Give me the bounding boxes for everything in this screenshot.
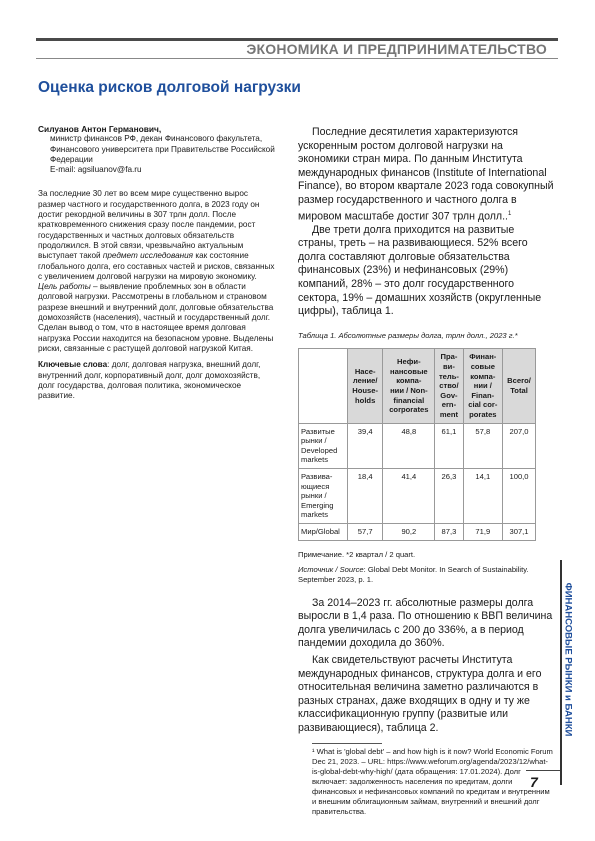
table-header-line: Всего/ — [507, 376, 531, 386]
table-header-line: financial — [393, 395, 425, 405]
page-number: 7 — [530, 774, 538, 790]
table-row-header-line: рынки / — [301, 491, 327, 501]
table-header-line: тель- — [438, 371, 459, 381]
table-cell: 57,8 — [463, 423, 503, 468]
table-cell: 26,3 — [435, 468, 463, 523]
table-row-header-line: рынки / — [301, 436, 327, 446]
journal-name: ФИНАНСОВЫЕ РЫНКИ и БАНКИ — [562, 582, 574, 737]
table-cell: 41,4 — [383, 468, 435, 523]
table-row-header-line: Развитые — [301, 426, 335, 436]
debt-table — [298, 348, 536, 540]
table-cell: 61,1 — [435, 423, 463, 468]
table-header-line: Финан- — [469, 352, 497, 362]
left-column — [38, 124, 276, 401]
table-row-header-line: Developed — [301, 445, 338, 455]
abstract-text-2: как состояние глобального долга, его составных частей и рисков, связанных с увеличением долговой нагрузки на мировую экономику. — [38, 251, 275, 281]
table-header-line: ление/ — [352, 376, 378, 386]
footnote-rule — [312, 743, 382, 744]
table-cell: 87,3 — [435, 523, 463, 540]
table-header-cell — [503, 349, 536, 423]
table-caption: Таблица 1. Абсолютные размеры долга, трлн долл., 2023 г.* — [298, 330, 518, 340]
table-header-cell — [435, 349, 463, 423]
footnote: ¹ What is 'global debt' – and how high is it now? World Economic Forum Dec 21, 2023. – URL: https://www.weforum.org/agenda/2023/12/what-is-global-debt-why-high/ (дата обращения: 17.01.2024). Долг включает: задолженность населения по кредитам, долги финансовых и нефинансовых компаний по кредитам и внутренним и внешним облигационным займам, внутренний и внешний долг правительства. — [312, 747, 553, 817]
table-header-line: Total — [510, 386, 528, 396]
table-cell: 207,0 — [503, 423, 536, 468]
abstract-subject-label: предмет исследования — [102, 251, 194, 261]
table-source — [298, 565, 555, 585]
header-rule-bottom — [36, 58, 558, 59]
table-header-line: компа- — [396, 376, 422, 386]
author-affiliation: министр финансов РФ, декан Финансового факультета, Финансового университета при Правительстве Российской Федерации — [50, 134, 275, 164]
table-row-header-line: Emerging — [301, 500, 334, 510]
table-header-line: porates — [469, 410, 497, 419]
table-header-line: нии / Non- — [390, 386, 428, 396]
table-header-line: Нефи- — [397, 357, 421, 367]
table-source-label: Источник / Source — [298, 564, 364, 574]
table-header-line: компа- — [470, 371, 496, 381]
table-header-row — [299, 349, 536, 423]
abstract — [38, 189, 276, 354]
table-header-cell — [463, 349, 503, 423]
section-header: ЭКОНОМИКА И ПРЕДПРИНИМАТЕЛЬСТВО — [246, 41, 547, 57]
table-row-header-line: Мир/Global — [301, 526, 340, 536]
table-corner-cell — [299, 349, 348, 423]
table-header-line: Finan- — [471, 390, 495, 400]
table-header-line: Пра- — [440, 352, 458, 362]
table-cell: 39,4 — [348, 423, 383, 468]
table-row-header-line: markets — [301, 510, 329, 520]
table-cell: 90,2 — [383, 523, 435, 540]
table-cell: 71,9 — [463, 523, 503, 540]
body-paragraph-4: Как свидетельствуют расчеты Института международных финансов, структура долга и его относительная величина заметно различаются в разных странах, даже входящих в одну и ту же классификационную группу (развитые или развивающиеся), таблица 2. — [298, 653, 542, 734]
table-header-line: House- — [352, 386, 379, 396]
table-header-line: holds — [355, 395, 376, 405]
table-header-line: Gov- — [440, 390, 458, 400]
table-header-line: Насе- — [354, 366, 376, 376]
table-cell: 18,4 — [348, 468, 383, 523]
table-source-text: : Global Debt Monitor. In Search of Sustainability. September 2023, p. 1. — [298, 564, 529, 584]
table-row-header — [299, 423, 348, 468]
table-cell: 100,0 — [503, 468, 536, 523]
table-header-line: ment — [439, 410, 459, 419]
author-name: Силуанов Антон Германович, — [38, 124, 162, 134]
table-row — [299, 423, 536, 468]
table-header-line: нии / — [473, 381, 492, 391]
table-row-header-line: ющиеся — [301, 481, 330, 491]
journal-sidebar — [562, 560, 574, 760]
table-header-line: ern- — [441, 400, 457, 410]
table-cell: 14,1 — [463, 468, 503, 523]
page-number-rule — [526, 770, 560, 771]
footnote-ref: 1 — [508, 210, 512, 217]
table-header-line: нансовые — [390, 366, 428, 376]
table-row — [299, 523, 536, 540]
table-header-line: совые — [470, 362, 495, 372]
table-cell: 307,1 — [503, 523, 536, 540]
table-row — [299, 468, 536, 523]
keywords — [38, 360, 276, 401]
right-column — [298, 126, 555, 817]
table-row-header — [299, 523, 348, 540]
body-paragraph-3: За 2014–2023 гг. абсолютные размеры долга выросли в 1,4 раза. По отношению к ВВП величина долга увеличилась с 200 до 336%, а в период пандемии доходила до 360%. — [298, 596, 553, 650]
table-row-header-line: Развива- — [301, 471, 333, 481]
body-paragraph-1-text: Последние десятилетия характеризуются ускоренным ростом долговой нагрузки на экономики стран мира. По данным Института международных финансов (Institute of International Finance), во втором квартале 2023 года совокупный размер государственного и частного долга в мировом масштабе достиг 307 трлн долл.. — [298, 126, 554, 223]
body-paragraph-2: Две трети долга приходится на развитые страны, треть – на развивающиеся. 52% всего долга составляют долговые обязательства финансовых (23%) и нефинансовых (29%) компаний, 28% – это долг государственного сектора, 19% – домашних хозяйств (округленные цифры), таблица 1. — [298, 223, 542, 318]
table-header-cell — [383, 349, 435, 423]
table-cell: 57,7 — [348, 523, 383, 540]
table-row-header-line: markets — [301, 455, 329, 465]
keywords-text: : долг, долговая нагрузка, внешний долг, внутренний долг, корпоративный долг, долг домохозяйств, долг государства, долговая политика, экономическое развитие. — [38, 360, 261, 401]
table-header-cell — [348, 349, 383, 423]
table-header-line: ви- — [443, 362, 455, 372]
table-header-line: corporates — [389, 405, 429, 415]
table-header-line: cial cor- — [468, 400, 498, 410]
keywords-label: Ключевые слова — [38, 360, 108, 370]
abstract-text-3: – выявление проблемных зон в области долговой нагрузки. Рассмотрены в глобальном и страновом разрезе внешний и внутренний долг, долговые обязательства домохозяйств (населения), частный и государственный долг. Сделан вывод о том, что в настоящее время долговая нагрузка России находится на безопасном уровне. Выделены риски, связанные с растущей долговой нагрузкой Китая. — [38, 282, 274, 353]
table-row-header — [299, 468, 348, 523]
body-paragraph-1 — [298, 126, 555, 224]
table-note: Примечание. *2 квартал / 2 quart. — [298, 549, 416, 559]
author-email: E-mail: agsiluanov@fa.ru — [50, 165, 142, 175]
abstract-goal-label: Цель работы — [38, 282, 91, 292]
article-title: Оценка рисков долговой нагрузки — [38, 79, 301, 96]
table-cell: 48,8 — [383, 423, 435, 468]
table-header-line: ство/ — [439, 381, 459, 391]
abstract-text-1: За последние 30 лет во всем мире существенно вырос размер частного и государственного долга, в 2023 году он достиг рекордной величины в 307 трлн долл. После кратковременного снижения сразу после пандемии, рост государственных и частных долговых обязательств продолжился. В этой связи, чрезвычайно актуальным выступает такой — [38, 189, 260, 261]
